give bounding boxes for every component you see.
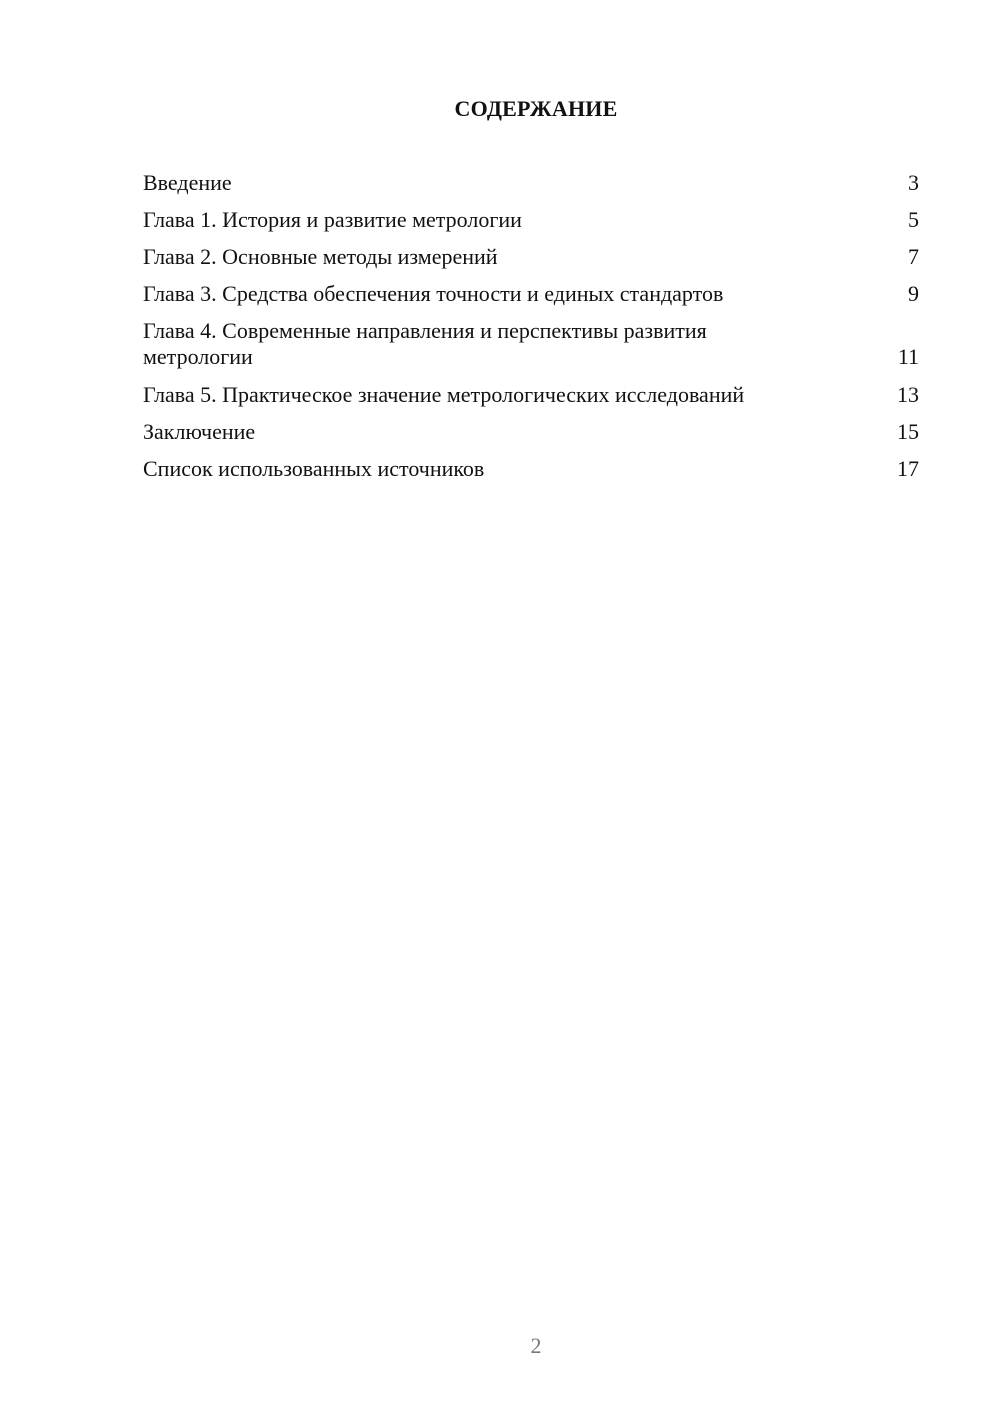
toc-entry-page: 7 — [908, 244, 919, 269]
toc-entry-chapter-1 — [143, 207, 919, 233]
table-of-contents — [143, 170, 919, 482]
toc-entry-label: Глава 4. Современные направления и перспективы развития метрологии — [143, 318, 707, 369]
toc-entry-label: Заключение — [143, 419, 256, 444]
toc-entry-chapter-4 — [143, 318, 919, 370]
toc-entry-page: 3 — [908, 170, 919, 195]
toc-entry-page: 11 — [897, 344, 919, 369]
toc-entry-introduction — [143, 170, 919, 196]
toc-entry-label: Глава 3. Средства обеспечения точности и единых стандартов — [143, 281, 724, 306]
page-number: 2 — [530, 1333, 542, 1358]
toc-entry-page: 9 — [908, 281, 919, 306]
toc-entry-page: 13 — [897, 382, 919, 407]
toc-entry-label: Список использованных источников — [143, 456, 485, 481]
toc-entry-page: 17 — [897, 456, 919, 481]
toc-entry-references — [143, 456, 919, 482]
toc-entry-label: Глава 2. Основные методы измерений — [143, 244, 498, 269]
toc-entry-page: 15 — [897, 419, 919, 444]
page-title: СОДЕРЖАНИЕ — [454, 96, 618, 121]
toc-entry-chapter-5 — [143, 382, 919, 408]
toc-entry-chapter-3 — [143, 281, 919, 307]
toc-entry-label: Глава 1. История и развитие метрологии — [143, 207, 522, 232]
toc-entry-page: 5 — [908, 207, 919, 232]
toc-entry-chapter-2 — [143, 244, 919, 270]
toc-entry-label: Введение — [143, 170, 232, 195]
toc-entry-label: Глава 5. Практическое значение метрологических исследований — [143, 382, 745, 407]
toc-entry-conclusion — [143, 419, 919, 445]
